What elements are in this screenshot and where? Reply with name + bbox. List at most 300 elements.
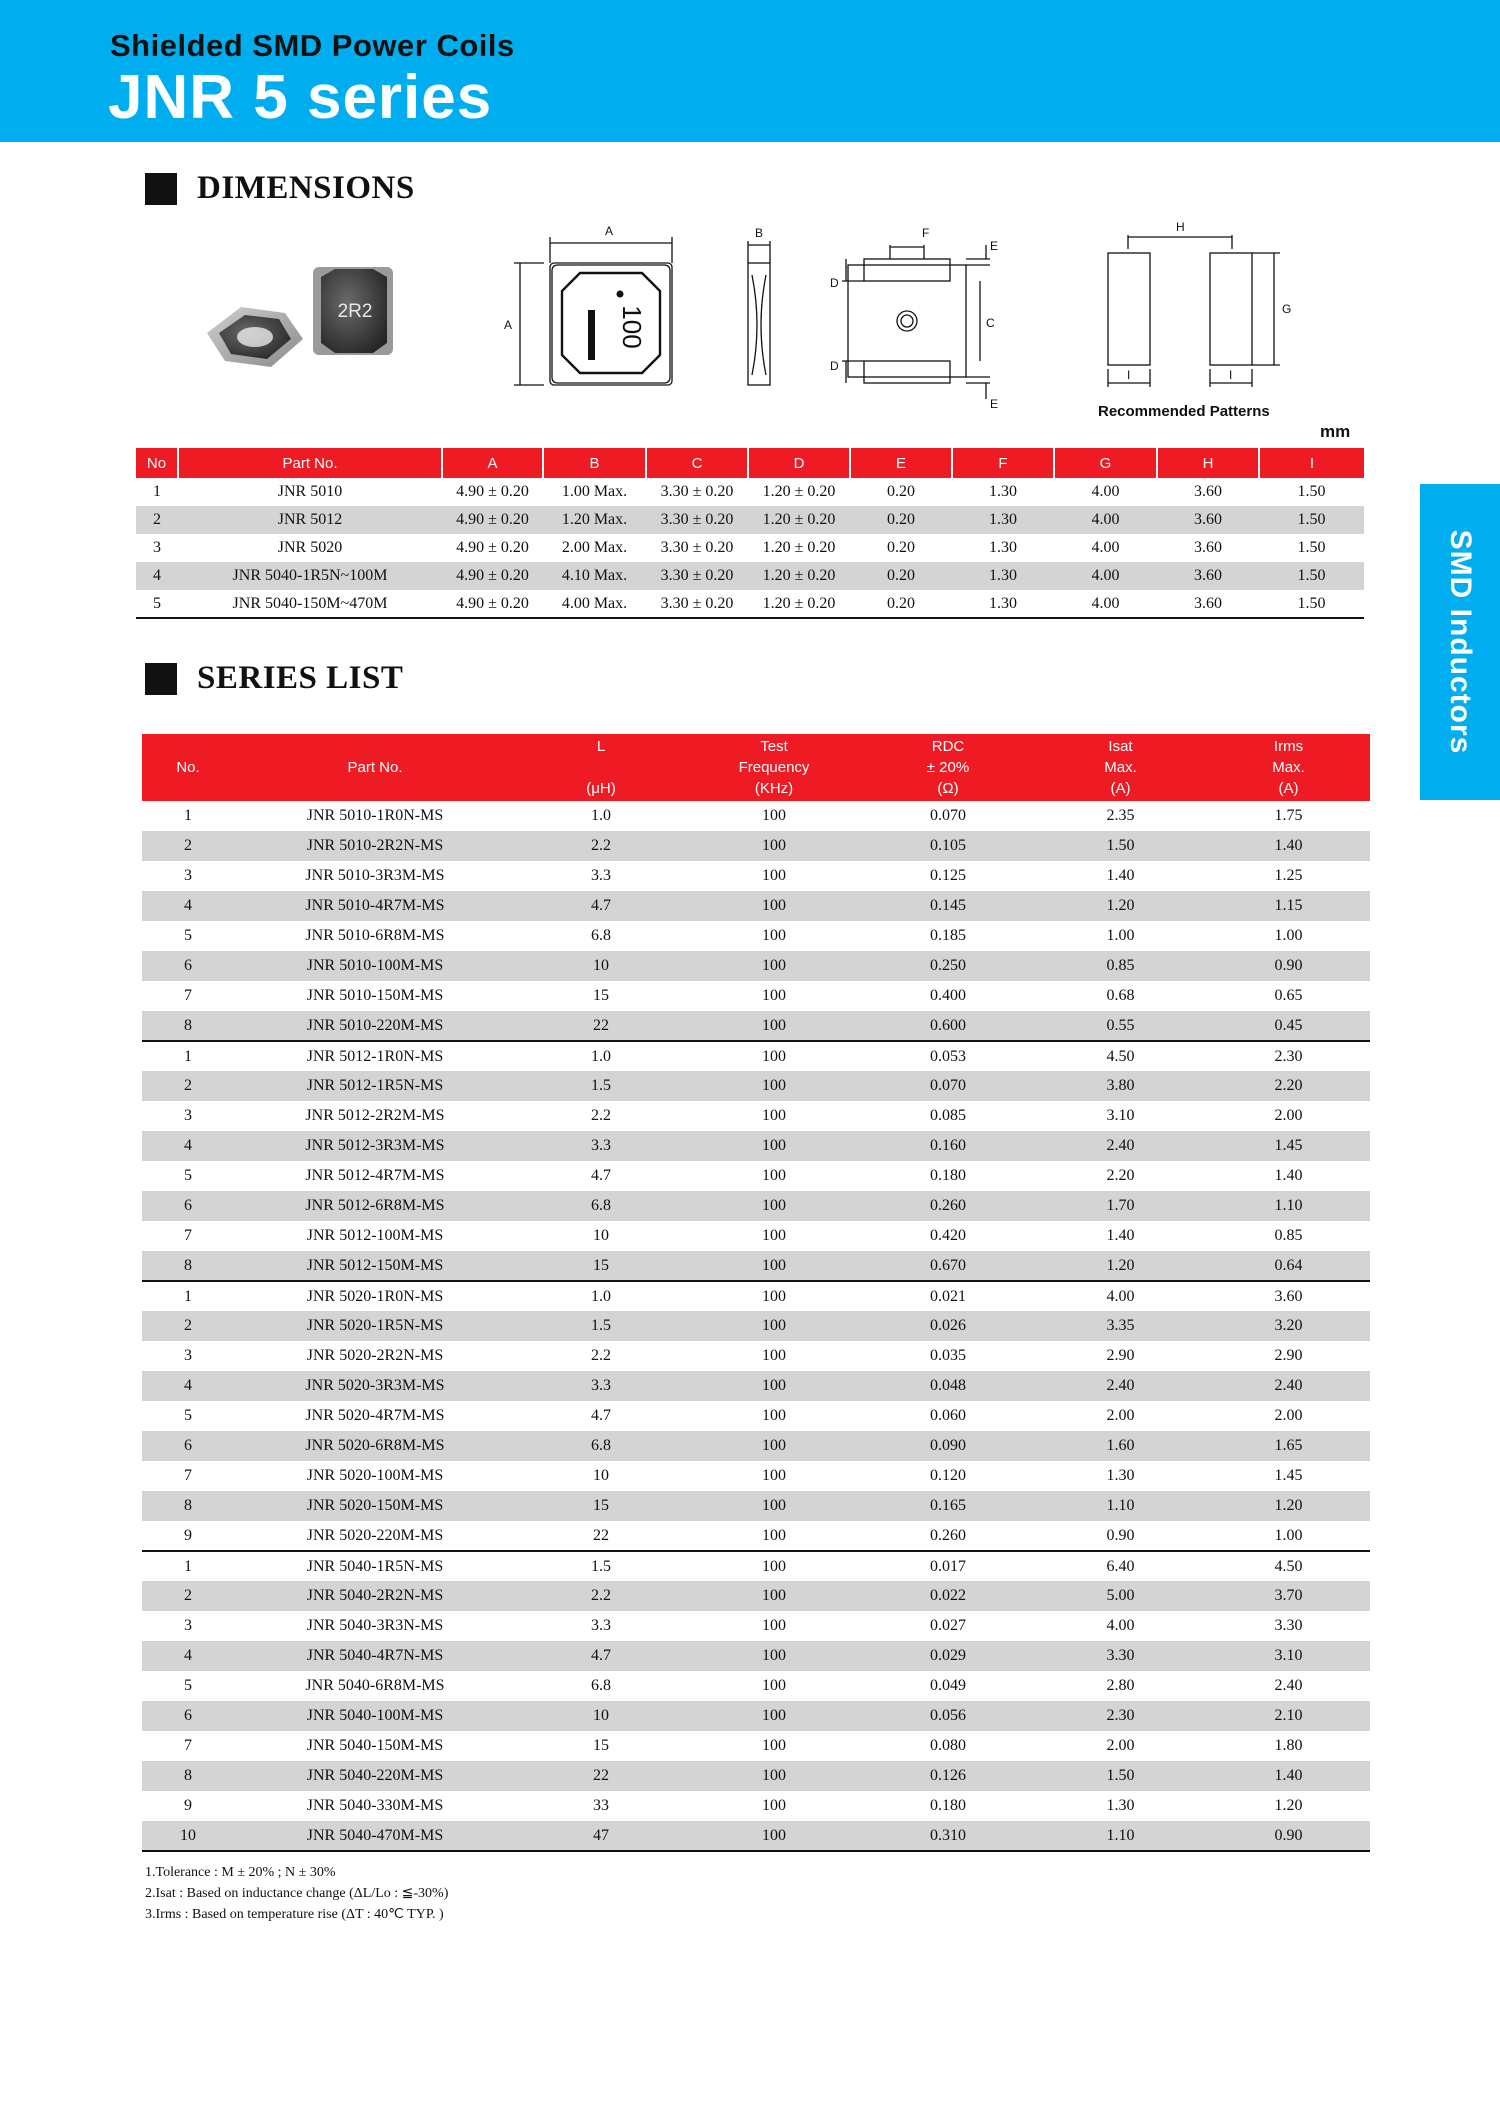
series-cell: 100 [762, 1617, 786, 1634]
col-header-rdc: RDC ± 20% (Ω) [862, 734, 1034, 801]
side-category-tab [1420, 484, 1500, 800]
series-cell: 3.3 [516, 1131, 686, 1161]
series-cell: JNR 5010-100M-MS [234, 951, 516, 981]
dim-cell: 1.20 ± 0.20 [762, 539, 836, 556]
series-cell: 0.55 [1034, 1011, 1207, 1041]
series-cell: JNR 5012-6R8M-MS [234, 1191, 516, 1221]
series-cell: 100 [686, 1821, 862, 1851]
series-title: SERIES LIST [197, 660, 404, 696]
dim-cell: 3.30 ± 0.20 [660, 539, 734, 556]
dimensions-header-row [136, 448, 1364, 478]
series-cell: 100 [762, 1407, 786, 1424]
series-cell: 1.5 [591, 1557, 611, 1575]
series-table-row [142, 1431, 1370, 1461]
series-cell: 0.310 [862, 1821, 1034, 1851]
dim-cell: 1.50 [1297, 483, 1326, 500]
series-table-row [142, 1641, 1370, 1671]
series-cell: 0.085 [930, 1107, 966, 1124]
dim-cell: 1.20 Max. [543, 506, 646, 534]
series-table-row [142, 1761, 1370, 1791]
product-photo [195, 255, 405, 405]
series-table-row [142, 1161, 1370, 1191]
series-table [142, 734, 1370, 1852]
header-subtitle: Shielded SMD Power Coils [110, 28, 515, 63]
series-cell: JNR 5040-2R2N-MS [234, 1581, 516, 1611]
series-table-row [142, 831, 1370, 861]
series-cell: 4.00 [1106, 1287, 1135, 1305]
series-cell: 2 [142, 1071, 234, 1101]
series-cell: 100 [762, 1047, 786, 1065]
series-table-row [142, 1401, 1370, 1431]
dim-col-header: H [1157, 448, 1259, 478]
series-cell: 8 [142, 1011, 234, 1041]
series-cell: 3.30 [1034, 1641, 1207, 1671]
series-cell: 4.50 [1274, 1557, 1303, 1575]
series-cell: 4.50 [1106, 1047, 1135, 1065]
series-cell: 3 [184, 1347, 192, 1364]
series-cell: 2.40 [1034, 1131, 1207, 1161]
series-cell: 100 [686, 1191, 862, 1221]
series-cell: 100 [686, 1311, 862, 1341]
series-cell: 0.120 [930, 1467, 966, 1484]
series-cell: 1.45 [1207, 1131, 1370, 1161]
col-header-l: L (μH) [516, 734, 686, 801]
series-cell: 100 [762, 1797, 786, 1814]
series-cell: 100 [762, 1167, 786, 1184]
series-cell: 0.68 [1106, 987, 1135, 1004]
series-cell: JNR 5012-4R7M-MS [305, 1167, 445, 1184]
dim-label-b: B [755, 226, 764, 240]
series-cell: 2.40 [1034, 1371, 1207, 1401]
series-table-row [142, 1791, 1370, 1821]
heading-square-icon [145, 173, 177, 205]
series-cell: 5 [184, 1677, 192, 1694]
dim-label-e-top: E [990, 239, 999, 253]
series-cell: JNR 5040-330M-MS [306, 1797, 444, 1814]
series-table-row [142, 1101, 1370, 1131]
series-cell: 2.90 [1106, 1347, 1135, 1364]
series-cell: 1.00 [1106, 927, 1135, 944]
series-cell: 2.00 [1274, 1407, 1303, 1424]
series-table-row [142, 1011, 1370, 1041]
dim-cell: 4.00 [1091, 539, 1120, 556]
dim-cell: 4.00 Max. [543, 590, 646, 618]
series-heading [145, 660, 403, 697]
series-cell: 1.40 [1207, 1761, 1370, 1791]
dim-label-d-bottom: D [830, 359, 839, 373]
series-table-row [142, 1671, 1370, 1701]
series-cell: 0.250 [862, 951, 1034, 981]
series-cell: 100 [762, 1557, 786, 1575]
series-cell: 0.145 [862, 891, 1034, 921]
series-cell: 0.185 [930, 927, 966, 944]
dim-cell: 1.00 Max. [561, 483, 628, 500]
dim-cell: 1.50 [1297, 539, 1326, 556]
series-cell: 10 [142, 1821, 234, 1851]
unit-label: mm [1320, 422, 1351, 441]
dimensions-table [136, 448, 1364, 619]
series-cell: 0.070 [930, 807, 966, 824]
dim-col-header: F [952, 448, 1054, 478]
series-cell: JNR 5012-1R0N-MS [306, 1047, 444, 1065]
series-cell: JNR 5020-6R8M-MS [234, 1431, 516, 1461]
series-cell: JNR 5010-4R7M-MS [234, 891, 516, 921]
series-cell: 100 [686, 1131, 862, 1161]
series-cell: 3.80 [1034, 1071, 1207, 1101]
series-cell: 2.00 [1106, 1407, 1135, 1424]
series-cell: 0.105 [862, 831, 1034, 861]
series-cell: 7 [184, 1227, 192, 1244]
series-cell: 0.165 [862, 1491, 1034, 1521]
page-header [0, 0, 1500, 142]
series-table-row [142, 1491, 1370, 1521]
series-table-row [142, 1581, 1370, 1611]
dim-cell: JNR 5012 [178, 506, 442, 534]
series-cell: 1.50 [1034, 1761, 1207, 1791]
series-cell: 7 [184, 1467, 192, 1484]
series-cell: 2.80 [1106, 1677, 1135, 1694]
series-cell: 100 [762, 927, 786, 944]
series-cell: 4.7 [591, 1167, 611, 1184]
series-cell: 4.7 [591, 1407, 611, 1424]
series-cell: JNR 5040-150M-MS [306, 1737, 444, 1754]
dim-cell: 4.90 ± 0.20 [456, 539, 529, 556]
dim-cell: 4.00 [1091, 483, 1120, 500]
series-cell: 3.3 [591, 1617, 611, 1634]
series-cell: 2.2 [516, 831, 686, 861]
series-cell: 0.400 [930, 987, 966, 1004]
series-table-row [142, 1611, 1370, 1641]
series-cell: 15 [516, 1251, 686, 1281]
series-cell: 33 [593, 1797, 609, 1814]
series-cell: 0.65 [1274, 987, 1303, 1004]
series-cell: 10 [516, 1701, 686, 1731]
dimensions-title: DIMENSIONS [197, 170, 415, 206]
series-cell: 100 [762, 807, 786, 824]
col-header-freq: Test Frequency (KHz) [686, 734, 862, 801]
series-cell: 10 [516, 951, 686, 981]
footnote: 1.Tolerance : M ± 20% ; N ± 30% [145, 1865, 336, 1880]
series-table-row [142, 1461, 1370, 1491]
series-table-row [142, 1191, 1370, 1221]
series-cell: 2.20 [1106, 1167, 1135, 1184]
dim-cell: 3.30 ± 0.20 [646, 590, 748, 618]
photo-marking: 2R2 [337, 301, 373, 322]
series-cell: 0.670 [862, 1251, 1034, 1281]
series-cell: 100 [762, 1737, 786, 1754]
series-cell: 2 [142, 831, 234, 861]
series-cell: 1.20 [1274, 1797, 1303, 1814]
dim-cell: 1.50 [1259, 506, 1364, 534]
series-cell: 0.070 [862, 1071, 1034, 1101]
dim-cell: 4.00 [1054, 562, 1157, 590]
series-cell: 3 [184, 1617, 192, 1634]
dim-col-header: Part No. [178, 448, 442, 478]
series-cell: 1.15 [1207, 891, 1370, 921]
series-cell: 1.00 [1207, 1521, 1370, 1551]
dim-table-row [136, 478, 1364, 506]
series-cell: 2.30 [1274, 1047, 1303, 1065]
dim-cell: 4.90 ± 0.20 [456, 483, 529, 500]
series-cell: 2.2 [591, 1107, 611, 1124]
dim-cell: 1.20 ± 0.20 [748, 562, 850, 590]
series-cell: 1.30 [1106, 1467, 1135, 1484]
series-cell: 100 [762, 1347, 786, 1364]
col-header-no: No. [142, 734, 234, 801]
series-cell: 6 [142, 1191, 234, 1221]
series-cell: JNR 5040-3R3N-MS [306, 1617, 444, 1634]
series-cell: 2.40 [1207, 1371, 1370, 1401]
series-table-row [142, 1311, 1370, 1341]
series-cell: 15 [593, 1737, 609, 1754]
series-cell: JNR 5010-2R2N-MS [234, 831, 516, 861]
series-cell: 8 [142, 1251, 234, 1281]
footnotes [145, 1862, 448, 1925]
series-cell: JNR 5010-3R3M-MS [305, 867, 445, 884]
series-header-row [142, 734, 1370, 801]
side-tab-label: SMD Inductors [1444, 529, 1477, 755]
series-table-row [142, 801, 1370, 831]
dim-cell: 1.30 [989, 539, 1017, 556]
series-cell: 1.00 [1274, 927, 1303, 944]
series-cell: 0.048 [862, 1371, 1034, 1401]
series-cell: 0.600 [862, 1011, 1034, 1041]
series-cell: 2 [142, 1311, 234, 1341]
series-table-row [142, 921, 1370, 951]
dim-col-header: D [748, 448, 850, 478]
series-cell: 100 [762, 1287, 786, 1305]
series-cell: 9 [142, 1521, 234, 1551]
series-cell: 1.5 [516, 1071, 686, 1101]
dim-cell: 5 [136, 590, 178, 618]
col-header-isat: Isat Max. (A) [1034, 734, 1207, 801]
series-table-row [142, 1821, 1370, 1851]
series-cell: 100 [762, 1227, 786, 1244]
series-cell: 100 [686, 1371, 862, 1401]
series-cell: JNR 5040-220M-MS [234, 1761, 516, 1791]
series-cell: 2.20 [1207, 1071, 1370, 1101]
series-cell: 1.10 [1034, 1821, 1207, 1851]
dim-cell: 2.00 Max. [561, 539, 628, 556]
dim-cell: 4 [136, 562, 178, 590]
dim-cell: 4.90 ± 0.20 [442, 506, 543, 534]
series-cell: 2.2 [516, 1581, 686, 1611]
series-cell: 0.060 [930, 1407, 966, 1424]
series-cell: 0.090 [862, 1431, 1034, 1461]
series-cell: 0.125 [930, 867, 966, 884]
dim-table-row [136, 590, 1364, 618]
dim-cell: 4.00 [1054, 590, 1157, 618]
dim-cell: 0.20 [850, 562, 952, 590]
series-cell: 47 [516, 1821, 686, 1851]
col-header-part: Part No. [234, 734, 516, 801]
dim-label-i-left: I [1127, 368, 1131, 382]
dim-cell: 4.90 ± 0.20 [442, 590, 543, 618]
series-table-row [142, 1701, 1370, 1731]
series-cell: 1.80 [1274, 1737, 1303, 1754]
series-cell: JNR 5012-1R5N-MS [234, 1071, 516, 1101]
series-cell: 7 [184, 987, 192, 1004]
series-cell: 100 [686, 951, 862, 981]
series-cell: JNR 5040-100M-MS [234, 1701, 516, 1731]
series-cell: JNR 5020-220M-MS [234, 1521, 516, 1551]
series-cell: JNR 5010-150M-MS [306, 987, 444, 1004]
series-cell: 0.027 [930, 1617, 966, 1634]
series-cell: 0.45 [1207, 1011, 1370, 1041]
series-cell: 4.7 [516, 891, 686, 921]
series-table-row [142, 1251, 1370, 1281]
series-cell: 100 [686, 1071, 862, 1101]
series-cell: 0.029 [862, 1641, 1034, 1671]
series-cell: 1.40 [1274, 1167, 1303, 1184]
series-cell: JNR 5010-1R0N-MS [306, 807, 444, 824]
dim-cell: 1.30 [952, 562, 1054, 590]
dim-cell: 1.30 [952, 506, 1054, 534]
series-cell: 6 [142, 1701, 234, 1731]
series-cell: JNR 5020-4R7M-MS [305, 1407, 445, 1424]
series-cell: 2.00 [1106, 1737, 1135, 1754]
series-cell: 1.10 [1207, 1191, 1370, 1221]
series-cell: 0.260 [862, 1191, 1034, 1221]
series-cell: 100 [762, 867, 786, 884]
series-cell: 22 [516, 1521, 686, 1551]
series-table-row [142, 1731, 1370, 1761]
series-cell: 22 [516, 1011, 686, 1041]
series-cell: 100 [762, 987, 786, 1004]
series-cell: JNR 5012-150M-MS [234, 1251, 516, 1281]
series-cell: 1.30 [1106, 1797, 1135, 1814]
series-cell: 0.420 [930, 1227, 966, 1244]
col-header-irms: Irms Max. (A) [1207, 734, 1370, 801]
series-cell: 3.10 [1106, 1107, 1135, 1124]
recommended-patterns-label: Recommended Patterns [1098, 403, 1270, 420]
dim-cell: 1.20 ± 0.20 [762, 483, 836, 500]
series-cell: 3.3 [516, 1371, 686, 1401]
series-cell: 0.90 [1207, 1821, 1370, 1851]
series-cell: 6.8 [516, 1191, 686, 1221]
series-cell: 3.3 [591, 867, 611, 884]
series-cell: JNR 5020-100M-MS [306, 1467, 444, 1484]
series-cell: 1.40 [1106, 1227, 1135, 1244]
series-cell: 0.90 [1207, 951, 1370, 981]
dim-cell: 4.90 ± 0.20 [442, 562, 543, 590]
series-cell: 0.126 [862, 1761, 1034, 1791]
dim-cell: 1.20 ± 0.20 [748, 506, 850, 534]
series-cell: 100 [686, 1581, 862, 1611]
dim-cell: 1.20 ± 0.20 [748, 590, 850, 618]
series-cell: 2 [142, 1581, 234, 1611]
series-cell: 100 [686, 1431, 862, 1461]
dim-label-g: G [1282, 302, 1292, 316]
series-cell: JNR 5012-3R3M-MS [234, 1131, 516, 1161]
series-cell: 0.260 [862, 1521, 1034, 1551]
series-cell: JNR 5040-6R8M-MS [305, 1677, 445, 1694]
series-cell: 1.65 [1207, 1431, 1370, 1461]
dim-label-h: H [1176, 220, 1185, 234]
series-cell: 100 [686, 1761, 862, 1791]
series-cell: 3 [184, 867, 192, 884]
series-cell: 0.026 [862, 1311, 1034, 1341]
series-cell: 100 [762, 1107, 786, 1124]
series-cell: 1 [184, 1287, 192, 1305]
series-cell: 3.10 [1207, 1641, 1370, 1671]
series-cell: 2.2 [591, 1347, 611, 1364]
series-cell: 1 [184, 1047, 192, 1065]
series-cell: 4 [142, 1371, 234, 1401]
dim-table-row [136, 534, 1364, 562]
dimensions-heading [145, 170, 415, 207]
series-cell: 1 [184, 807, 192, 824]
series-table-row [142, 1071, 1370, 1101]
series-cell: 2.40 [1274, 1677, 1303, 1694]
series-cell: 4 [142, 1641, 234, 1671]
series-cell: JNR 5020-150M-MS [234, 1491, 516, 1521]
series-cell: 3.30 [1274, 1617, 1303, 1634]
series-cell: 1.75 [1274, 807, 1303, 824]
series-cell: 1.0 [591, 1047, 611, 1065]
footnote: 2.Isat : Based on inductance change (ΔL/Lo : ≦-30%) [145, 1886, 449, 1901]
series-cell: 15 [593, 987, 609, 1004]
series-cell: 100 [686, 1641, 862, 1671]
dim-col-header: No [136, 448, 178, 478]
series-cell: JNR 5010-220M-MS [234, 1011, 516, 1041]
series-cell: 1.0 [591, 807, 611, 824]
dim-cell: JNR 5040-150M~470M [178, 590, 442, 618]
dim-col-header: C [646, 448, 748, 478]
series-cell: 1.20 [1034, 891, 1207, 921]
series-cell: 1.20 [1207, 1491, 1370, 1521]
series-cell: JNR 5020-2R2N-MS [306, 1347, 444, 1364]
series-cell: 0.056 [862, 1701, 1034, 1731]
series-cell: JNR 5040-470M-MS [234, 1821, 516, 1851]
dim-label-i-right: I [1229, 368, 1233, 382]
series-cell: 3.70 [1207, 1581, 1370, 1611]
series-table-row [142, 891, 1370, 921]
series-cell: 1.40 [1106, 867, 1135, 884]
series-cell: 0.85 [1034, 951, 1207, 981]
series-table-row [142, 1041, 1370, 1071]
series-cell: 10 [593, 1227, 609, 1244]
series-cell: 22 [516, 1761, 686, 1791]
series-cell: JNR 5020-1R5N-MS [234, 1311, 516, 1341]
series-cell: 6 [142, 1431, 234, 1461]
series-cell: 1.40 [1207, 831, 1370, 861]
series-table-row [142, 1341, 1370, 1371]
dimension-drawings [490, 215, 1350, 430]
series-cell: JNR 5012-2R2M-MS [305, 1107, 445, 1124]
series-cell: 7 [184, 1737, 192, 1754]
series-cell: 0.017 [930, 1557, 966, 1575]
dim-cell: 3 [153, 539, 161, 556]
series-cell: 0.080 [930, 1737, 966, 1754]
series-cell: 0.022 [862, 1581, 1034, 1611]
dim-cell: 4.10 Max. [543, 562, 646, 590]
series-cell: 100 [686, 1521, 862, 1551]
series-cell: 3.60 [1274, 1287, 1303, 1305]
series-cell: 2.00 [1274, 1107, 1303, 1124]
series-cell: 10 [593, 1467, 609, 1484]
dim-col-header: G [1054, 448, 1157, 478]
series-cell: 0.021 [930, 1287, 966, 1305]
series-cell: 0.85 [1274, 1227, 1303, 1244]
series-cell: 8 [142, 1761, 234, 1791]
series-cell: JNR 5020-3R3M-MS [234, 1371, 516, 1401]
dim-cell: 3.60 [1194, 539, 1222, 556]
series-cell: 1.70 [1034, 1191, 1207, 1221]
series-cell: 1.10 [1034, 1491, 1207, 1521]
series-cell: 1.5 [516, 1311, 686, 1341]
dim-cell: 1.30 [952, 590, 1054, 618]
